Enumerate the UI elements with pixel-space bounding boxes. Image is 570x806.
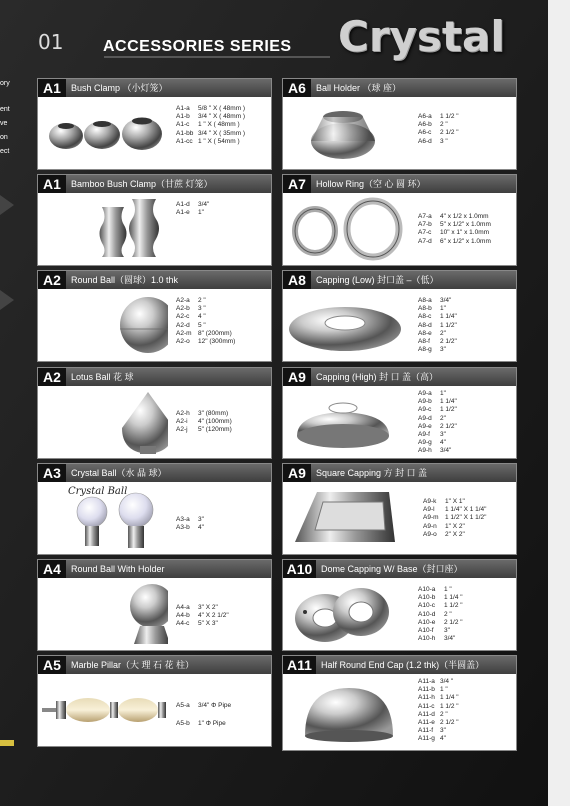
spec-row xyxy=(418,305,513,313)
spec-code: A2-d xyxy=(176,321,190,329)
spec-size: 2 1/2" xyxy=(440,422,457,430)
product-panel-a9-square-capping xyxy=(282,463,517,555)
spec-code: A7-c xyxy=(418,229,432,237)
spec-row xyxy=(176,418,271,426)
spec-code: A11-c xyxy=(418,702,435,710)
spec-size: 10" x 1" x 1.0mm xyxy=(440,229,490,237)
product-code: A2 xyxy=(38,368,66,386)
spec-code: A9-a xyxy=(418,390,432,397)
crystal-ball-product-icon xyxy=(38,482,168,554)
sidebar-fragment: ect xyxy=(0,148,10,155)
spec-code: A2-a xyxy=(176,297,190,304)
spec-row xyxy=(418,735,513,743)
spec-code: A9-h xyxy=(418,447,432,455)
spec-code: A8-a xyxy=(418,297,432,304)
product-panel-a6-ball-holder xyxy=(282,78,517,170)
spec-size: 3/4" xyxy=(440,297,452,304)
spec-code: A9-o xyxy=(423,530,437,538)
spec-size: 4" X 2 1/2" xyxy=(198,612,229,620)
spec-row xyxy=(418,313,513,321)
spec-size: 3" xyxy=(440,431,446,439)
spec-code: A7-a xyxy=(418,213,432,220)
spec-size: 1 1/4" xyxy=(440,398,457,406)
spec-code: A9-g xyxy=(418,439,432,447)
spec-size: 3" xyxy=(198,516,204,523)
handwritten-note: Crystal Ball xyxy=(68,486,128,497)
dome-capping-base-product-icon xyxy=(283,578,413,650)
spec-list xyxy=(176,297,271,346)
spec-code: A2-b xyxy=(176,305,190,313)
spec-code: A5-a xyxy=(176,702,190,709)
spec-code: A7-d xyxy=(418,237,432,245)
spec-row xyxy=(418,711,513,719)
product-title: Round Ball（圆球）1.0 thk xyxy=(71,275,179,285)
spec-code: A9-c xyxy=(418,406,432,414)
spec-size: 4 " xyxy=(198,313,206,321)
product-code: A8 xyxy=(283,271,311,289)
spec-row xyxy=(418,322,513,330)
spec-row xyxy=(176,330,271,338)
spec-size: 1" X 2" xyxy=(445,522,465,530)
spec-code: A10-c xyxy=(418,602,435,610)
spec-row xyxy=(176,426,271,434)
spec-code: A9-e xyxy=(418,422,432,430)
panel-header xyxy=(283,368,516,386)
spec-size: 1 1/2 " xyxy=(444,602,463,610)
spec-row xyxy=(418,229,513,237)
spec-code: A11-a xyxy=(418,678,435,685)
spec-list xyxy=(176,105,271,146)
spec-size: 8" (200mm) xyxy=(198,329,232,337)
panel-header xyxy=(38,271,271,289)
series-title: ACCESSORIES SERIES xyxy=(103,38,292,55)
product-panel-a1-bush-clamp xyxy=(37,78,272,170)
product-title: Bamboo Bush Clamp（甘蔗 灯笼） xyxy=(71,179,213,189)
spec-row xyxy=(418,627,513,635)
spec-code: A1-b xyxy=(176,113,190,121)
product-title: Crystal Ball（水 晶 球） xyxy=(71,468,167,478)
spec-size: 4" xyxy=(440,439,446,447)
product-code: A1 xyxy=(38,175,66,193)
spec-size: 3/4 " xyxy=(440,678,454,685)
spec-row xyxy=(176,720,271,728)
spec-row xyxy=(418,447,513,455)
spec-list xyxy=(418,678,513,744)
panel-header xyxy=(283,464,516,482)
spec-row xyxy=(418,330,513,338)
spec-size: 2 " xyxy=(440,710,448,718)
spec-size: 3/4" xyxy=(198,201,210,208)
spec-code: A2-i xyxy=(176,418,188,426)
page-number: 01 xyxy=(38,30,64,54)
panel-header xyxy=(283,79,516,97)
spec-code: A7-b xyxy=(418,221,432,229)
spec-row xyxy=(418,439,513,447)
spec-code: A10-e xyxy=(418,618,436,626)
product-code: A7 xyxy=(283,175,311,193)
product-panel-a11-half-round-end-cap xyxy=(282,655,517,751)
spec-code: A6-b xyxy=(418,121,432,129)
spec-code: A8-b xyxy=(418,305,432,313)
spec-code: A9-b xyxy=(418,398,432,406)
spec-row xyxy=(418,338,513,346)
spec-size: 3" X 2" xyxy=(198,604,218,611)
product-code: A4 xyxy=(38,560,66,578)
spec-row xyxy=(418,346,513,354)
panel-header xyxy=(38,560,271,578)
sidebar-fragment: ent xyxy=(0,106,10,113)
spec-list xyxy=(423,498,518,539)
spec-size: 2 " xyxy=(198,297,206,304)
product-title: Marble Pillar（大 理 石 花 柱） xyxy=(71,660,195,670)
spec-size: 1 1/2" xyxy=(440,321,457,329)
panel-header xyxy=(38,79,271,97)
spec-row xyxy=(418,213,513,221)
spec-code: A1-a xyxy=(176,105,190,112)
spec-list xyxy=(176,702,271,728)
product-panel-a8-capping-low xyxy=(282,270,517,362)
spec-size: 2 1/2 " xyxy=(440,129,459,137)
spec-row xyxy=(418,415,513,423)
spec-code: A9-m xyxy=(423,514,439,522)
spec-size: 1" xyxy=(440,305,446,313)
spec-size: 3" xyxy=(440,727,446,735)
spec-code: A9-k xyxy=(423,498,437,505)
spec-row xyxy=(176,121,271,129)
capping-high-product-icon xyxy=(283,386,413,458)
spec-code: A9-d xyxy=(418,414,432,422)
spec-row xyxy=(418,423,513,431)
spec-size: 3 " xyxy=(198,305,206,313)
spec-size: 4" x 1/2 x 1.0mm xyxy=(440,213,489,220)
spec-size: 2 " xyxy=(440,121,448,129)
product-panel-a1-bamboo-bush-clamp xyxy=(37,174,272,266)
spec-size: 1 1/2 " xyxy=(440,702,459,710)
spec-code: A10-d xyxy=(418,610,436,618)
spec-code: A4-b xyxy=(176,612,190,620)
spec-size: 1 1/4" X 1 1/4" xyxy=(445,506,487,514)
spec-list xyxy=(176,604,271,629)
product-panel-a4-round-ball-holder xyxy=(37,559,272,651)
spec-size: 1" xyxy=(198,209,204,217)
spec-size: 5" X 3" xyxy=(198,620,218,628)
spec-row xyxy=(176,338,271,346)
product-title: Capping (High) 封 口 盖（高） xyxy=(316,372,439,382)
ball-holder-product-icon xyxy=(283,97,413,169)
product-panel-a3-crystal-ball xyxy=(37,463,272,555)
spec-row xyxy=(418,121,513,129)
spec-row xyxy=(418,694,513,702)
spec-size: 1" xyxy=(440,390,446,397)
spec-size: 3 " xyxy=(440,137,448,145)
spec-row xyxy=(418,635,513,643)
spec-code: A11-h xyxy=(418,694,435,702)
side-accent-strip xyxy=(0,740,14,746)
spec-row xyxy=(176,620,271,628)
spec-list xyxy=(418,113,513,146)
product-title: Bush Clamp （小灯笼） xyxy=(71,83,168,93)
spec-code: A5-b xyxy=(176,720,190,728)
capping-low-product-icon xyxy=(283,289,413,361)
spec-row xyxy=(418,297,513,305)
spec-code: A8-f xyxy=(418,338,430,346)
product-title: Half Round End Cap (1.2 thk)（半圆盖） xyxy=(321,660,485,670)
product-code: A6 xyxy=(283,79,311,97)
product-code: A1 xyxy=(38,79,66,97)
spec-code: A6-a xyxy=(418,113,432,120)
product-title: Dome Capping W/ Base（封口座） xyxy=(321,564,463,574)
spec-code: A4-a xyxy=(176,604,190,611)
spec-size: 3/4" Φ Pipe xyxy=(198,702,232,709)
spec-row xyxy=(176,209,271,217)
spec-code: A1-bb xyxy=(176,129,194,137)
spec-size: 5" (120mm) xyxy=(198,426,232,434)
spec-row xyxy=(423,498,518,506)
spec-size: 6" x 1/2" x 1.0mm xyxy=(440,237,491,245)
product-title: Capping (Low) 封口盖 –（低） xyxy=(316,275,439,285)
spec-code: A11-b xyxy=(418,686,435,694)
spec-list xyxy=(418,213,513,246)
spec-code: A11-e xyxy=(418,719,435,727)
product-panel-a5-marble-pillar xyxy=(37,655,272,747)
spec-code: A11-g xyxy=(418,735,435,743)
product-code: A2 xyxy=(38,271,66,289)
spec-code: A6-d xyxy=(418,137,432,145)
spec-row xyxy=(176,138,271,146)
spec-row xyxy=(176,305,271,313)
spec-row xyxy=(176,702,271,710)
spec-size: 5/8 " X ( 48mm ) xyxy=(198,105,246,112)
spec-code: A2-h xyxy=(176,410,190,417)
spec-code: A1-d xyxy=(176,201,190,208)
product-code: A9 xyxy=(283,464,311,482)
hollow-ring-product-icon xyxy=(283,193,413,265)
spec-row xyxy=(176,297,271,305)
spec-row xyxy=(418,398,513,406)
half-round-end-cap-product-icon xyxy=(283,674,413,750)
spec-row xyxy=(176,313,271,321)
bamboo-bush-clamp-product-icon xyxy=(38,193,168,265)
spec-size: 1 1/4 " xyxy=(444,594,463,602)
spec-row xyxy=(418,727,513,735)
round-ball-product-icon xyxy=(38,289,168,361)
spec-code: A10-b xyxy=(418,594,436,602)
spec-row xyxy=(418,129,513,137)
spec-row xyxy=(418,113,513,121)
spec-row xyxy=(176,604,271,612)
product-panel-a10-dome-capping-base xyxy=(282,559,517,651)
spec-code: A1-c xyxy=(176,121,190,129)
spec-code: A9-n xyxy=(423,522,437,530)
square-capping-product-icon xyxy=(283,482,413,554)
spec-size: 5" x 1/2" x 1.0mm xyxy=(440,221,491,229)
spec-row xyxy=(176,410,271,418)
spec-code: A11-f xyxy=(418,727,434,735)
spec-list xyxy=(176,410,271,435)
spec-list xyxy=(418,297,513,354)
product-title: Round Ball With Holder xyxy=(71,564,165,574)
spec-code: A3-a xyxy=(176,516,190,523)
spec-size: 1 " xyxy=(444,586,452,593)
spec-size: 4" (100mm) xyxy=(198,418,232,426)
sidebar-fragment: ve xyxy=(0,120,8,127)
sidebar-fragment: ory xyxy=(0,80,10,87)
spec-code: A2-o xyxy=(176,338,190,346)
spec-list xyxy=(418,390,513,456)
spec-row xyxy=(418,602,513,610)
spec-code: A4-c xyxy=(176,620,190,628)
spec-row xyxy=(418,390,513,398)
spec-code: A3-b xyxy=(176,524,190,532)
product-code: A10 xyxy=(283,560,316,578)
spec-code: A1-e xyxy=(176,209,190,217)
spec-row xyxy=(418,611,513,619)
spec-row xyxy=(418,594,513,602)
spec-code: A1-cc xyxy=(176,137,193,145)
spec-size: 2 " xyxy=(444,610,452,618)
spec-code: A2-m xyxy=(176,329,192,337)
spec-size: 1 1/2" X 1 1/2" xyxy=(445,514,487,522)
product-code: A11 xyxy=(283,656,316,674)
spec-size: 3/4 " X ( 35mm ) xyxy=(198,129,246,137)
spec-code: A8-c xyxy=(418,313,432,321)
product-code: A9 xyxy=(283,368,311,386)
product-panel-a2-lotus-ball xyxy=(37,367,272,459)
round-ball-with-holder-product-icon xyxy=(38,578,168,650)
lotus-ball-product-icon xyxy=(38,386,168,458)
spec-size: 3" xyxy=(444,627,450,635)
spec-size: 1" Φ Pipe xyxy=(198,720,226,728)
product-title: Ball Holder （球 座） xyxy=(316,83,402,93)
spec-size: 1" X 1" xyxy=(445,498,465,505)
spec-row xyxy=(176,130,271,138)
panel-header xyxy=(38,368,271,386)
spec-code: A10-f xyxy=(418,627,434,635)
spec-code: A9-l xyxy=(423,506,435,514)
spec-row xyxy=(176,201,271,209)
spec-size: 2" xyxy=(440,414,446,422)
marble-pillar-product-icon xyxy=(38,674,168,746)
spec-row xyxy=(418,678,513,686)
spec-row xyxy=(176,105,271,113)
spec-row xyxy=(418,619,513,627)
spec-code: A2-c xyxy=(176,313,190,321)
brand-logo-text: Crystal xyxy=(338,12,505,61)
spec-row xyxy=(418,406,513,414)
spec-code: A8-e xyxy=(418,329,432,337)
spec-row xyxy=(176,322,271,330)
spec-row xyxy=(418,431,513,439)
panel-header xyxy=(283,656,516,674)
spec-row xyxy=(423,523,518,531)
spec-row xyxy=(176,113,271,121)
spec-row xyxy=(423,514,518,522)
bush-clamp-product-icon xyxy=(38,97,168,169)
spec-size: 3/4" xyxy=(444,635,456,643)
spec-code: A2-j xyxy=(176,426,188,434)
product-title: Lotus Ball 花 球 xyxy=(71,372,134,382)
spec-row xyxy=(176,524,271,532)
spec-list xyxy=(418,586,513,643)
spec-row xyxy=(423,506,518,514)
product-code: A3 xyxy=(38,464,66,482)
panel-header xyxy=(283,271,516,289)
spec-size: 2" xyxy=(440,329,446,337)
spec-size: 1 1/2 " xyxy=(440,113,459,120)
spec-size: 1 1/4 " xyxy=(440,694,459,702)
spec-code: A8-d xyxy=(418,321,432,329)
spec-code: A6-c xyxy=(418,129,432,137)
product-title: Hollow Ring（空 心 圆 环） xyxy=(316,179,426,189)
spec-list xyxy=(176,516,271,532)
spec-size: 3/4" xyxy=(440,447,452,455)
spec-code: A10-h xyxy=(418,635,436,643)
spec-size: 4" xyxy=(198,524,204,532)
spec-row xyxy=(176,612,271,620)
panel-header xyxy=(38,656,271,674)
sidebar-fragment: on xyxy=(0,134,8,141)
product-panel-a2-round-ball xyxy=(37,270,272,362)
spec-size: 2 1/2" xyxy=(440,338,457,346)
spec-size: 1 1/4" xyxy=(440,313,457,321)
spec-row xyxy=(418,586,513,594)
spec-row xyxy=(423,531,518,539)
spec-size: 3" xyxy=(440,346,446,354)
spec-code: A8-g xyxy=(418,346,432,354)
spec-row xyxy=(418,719,513,727)
spec-code: A10-a xyxy=(418,586,436,593)
spec-code: A11-d xyxy=(418,710,435,718)
spec-size: 2 1/2 " xyxy=(440,719,459,727)
product-title: Square Capping 方 封 口 盖 xyxy=(316,468,428,478)
spec-size: 5 " xyxy=(198,321,206,329)
product-panel-a9-capping-high xyxy=(282,367,517,459)
spec-size: 3/4 " X ( 48mm ) xyxy=(198,113,246,121)
spec-size: 12" (300mm) xyxy=(198,338,236,346)
panel-header xyxy=(38,464,271,482)
spec-size: 3" (80mm) xyxy=(198,410,229,417)
spec-size: 1 " X ( 54mm ) xyxy=(198,137,240,145)
panel-header xyxy=(283,175,516,193)
spec-size: 1 " X ( 48mm ) xyxy=(198,121,240,129)
spec-size: 2 1/2 " xyxy=(444,618,463,626)
panel-header xyxy=(38,175,271,193)
spec-row xyxy=(418,686,513,694)
spec-row xyxy=(418,703,513,711)
spec-size: 2" X 2" xyxy=(445,530,465,538)
spec-row xyxy=(418,221,513,229)
spec-size: 1 " xyxy=(440,686,448,694)
spec-row xyxy=(418,138,513,146)
product-code: A5 xyxy=(38,656,66,674)
spec-code: A9-f xyxy=(418,431,430,439)
spec-size: 1 1/2" xyxy=(440,406,457,414)
spec-size: 4" xyxy=(440,735,446,743)
spec-row xyxy=(176,516,271,524)
spec-row xyxy=(418,238,513,246)
panel-header xyxy=(283,560,516,578)
product-panel-a7-hollow-ring xyxy=(282,174,517,266)
spec-list xyxy=(176,201,271,217)
